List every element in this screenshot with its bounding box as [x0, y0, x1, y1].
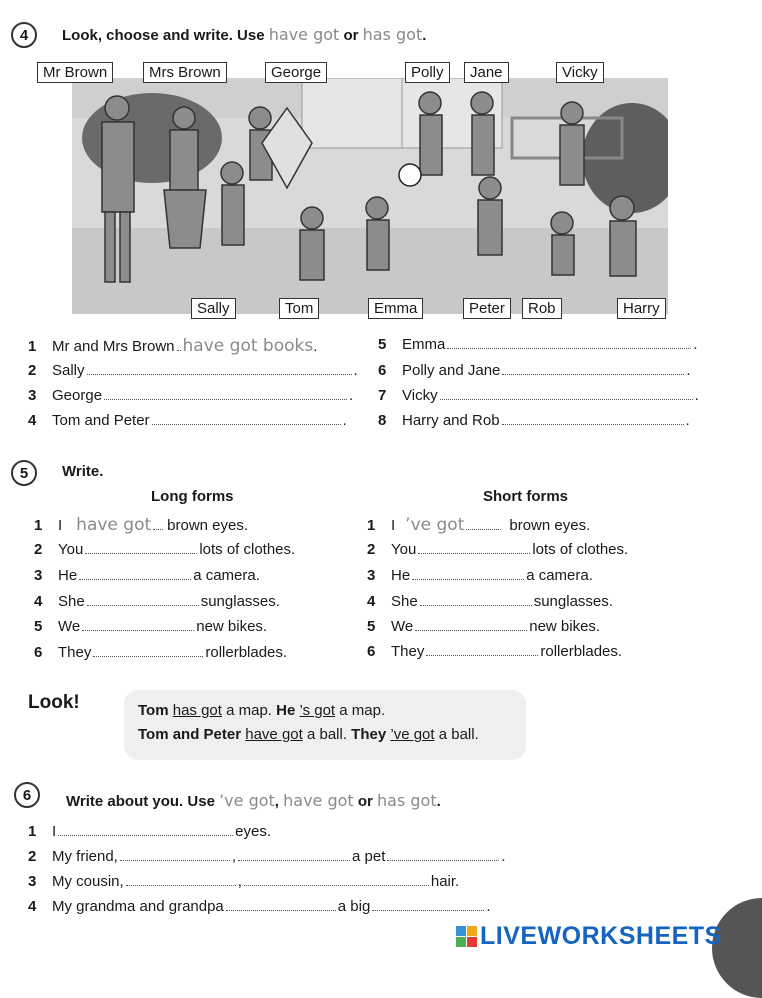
- label-text: Jane: [470, 64, 503, 81]
- subject: I: [391, 517, 396, 534]
- item-text: My cousin,: [52, 873, 124, 890]
- option-has-got: has got: [362, 25, 423, 44]
- label-text: Sally: [197, 300, 230, 317]
- look-line-2: [138, 726, 479, 743]
- look-subject: Tom and Peter: [138, 726, 242, 743]
- item-number: 5: [378, 336, 387, 353]
- answer-field[interactable]: have got books: [182, 336, 314, 356]
- short-item-1: [367, 515, 590, 535]
- ex4-item-1: [28, 336, 317, 356]
- answer-field[interactable]: ’ve got: [405, 515, 465, 535]
- subject: We: [58, 618, 81, 635]
- ex4-item-3: [28, 387, 353, 404]
- label-rob: [522, 298, 562, 319]
- ex6-item-1: [28, 823, 271, 840]
- label-mr-brown: [37, 62, 113, 83]
- label-tom: [279, 298, 319, 319]
- look-subject: Tom: [138, 702, 169, 719]
- answer-field[interactable]: [87, 604, 199, 606]
- answer-field[interactable]: [372, 909, 484, 911]
- item-number: 4: [28, 898, 37, 915]
- ex4-item-2: [28, 362, 358, 379]
- label-peter: [463, 298, 511, 319]
- subject: He: [58, 567, 78, 584]
- ex6-item-3: [28, 873, 459, 890]
- answer-field[interactable]: [104, 398, 347, 400]
- item-text: a big: [337, 898, 371, 915]
- item-number: 8: [378, 412, 387, 429]
- logo-text: LIVEWORKSHEETS: [480, 922, 722, 950]
- item-end: .: [686, 362, 691, 379]
- item-text: a pet: [352, 848, 386, 865]
- label-text: Peter: [469, 300, 505, 317]
- item-number: 5: [367, 618, 376, 635]
- item-end: .: [353, 362, 358, 379]
- subject: They: [391, 643, 425, 660]
- item-number: 2: [28, 362, 37, 379]
- look-verb: have got: [245, 726, 303, 743]
- label-jane: [464, 62, 509, 83]
- label-sally: [191, 298, 236, 319]
- answer-field[interactable]: [120, 859, 230, 861]
- long-item-3: [34, 567, 260, 584]
- subject: We: [391, 618, 414, 635]
- look-subject: He: [276, 702, 296, 719]
- ex4-item-6: [378, 362, 691, 379]
- object: new bikes.: [529, 618, 601, 635]
- long-item-5: [34, 618, 267, 635]
- label-text: Mr Brown: [43, 64, 108, 81]
- answer-field[interactable]: [87, 373, 352, 375]
- label-text: Emma: [374, 300, 418, 317]
- answer-field[interactable]: [447, 347, 691, 349]
- item-number: 3: [28, 873, 37, 890]
- long-item-4: [34, 593, 280, 610]
- item-number: 1: [28, 823, 37, 840]
- subject: You: [58, 541, 84, 558]
- object: lots of clothes.: [199, 541, 296, 558]
- look-verb: ’ve got: [390, 726, 435, 743]
- item-text: Emma: [402, 336, 446, 353]
- item-text: My grandma and grandpa: [52, 898, 224, 915]
- answer-field[interactable]: [58, 834, 233, 836]
- look-verb: ’s got: [299, 702, 336, 719]
- short-item-5: [367, 618, 600, 635]
- item-text: I: [52, 823, 57, 840]
- object: brown eyes.: [509, 517, 591, 534]
- exercise-number-text: 4: [19, 26, 29, 44]
- look-box: [124, 690, 526, 760]
- answer-field[interactable]: [93, 655, 203, 657]
- item-number: 3: [34, 567, 43, 584]
- option-has-got: has got: [377, 791, 437, 810]
- answer-field[interactable]: [440, 398, 693, 400]
- item-number: 4: [34, 593, 43, 610]
- label-emma: [368, 298, 423, 319]
- label-text: George: [271, 64, 322, 81]
- exercise-6-number: [14, 782, 40, 808]
- short-item-3: [367, 567, 593, 584]
- exercise-6-title: [66, 791, 441, 810]
- logo-icon: [456, 926, 477, 947]
- exercise-number-text: 5: [19, 464, 29, 482]
- item-number: 7: [378, 387, 387, 404]
- exercise-5-title: Write.: [62, 463, 104, 480]
- answer-field[interactable]: have got: [76, 515, 152, 535]
- item-number: 3: [28, 387, 37, 404]
- item-number: 1: [367, 517, 376, 534]
- dot-text: .: [422, 27, 427, 44]
- answer-field[interactable]: [502, 373, 684, 375]
- label-harry: [617, 298, 666, 319]
- object: sunglasses.: [200, 593, 280, 610]
- item-number: 5: [34, 618, 43, 635]
- object: new bikes.: [196, 618, 268, 635]
- item-text: hair.: [430, 873, 460, 890]
- item-end: .: [349, 387, 354, 404]
- comma-text: ,: [274, 793, 284, 810]
- item-number: 1: [34, 517, 43, 534]
- label-text: Mrs Brown: [149, 64, 221, 81]
- look-text: a map.: [221, 702, 277, 719]
- answer-line: [177, 349, 181, 351]
- long-item-6: [34, 644, 287, 661]
- short-item-4: [367, 593, 613, 610]
- object: rollerblades.: [205, 644, 288, 661]
- label-text: Harry: [623, 300, 660, 317]
- item-end: .: [685, 412, 690, 429]
- answer-field[interactable]: [82, 629, 194, 631]
- subject: He: [391, 567, 411, 584]
- answer-field[interactable]: [126, 884, 236, 886]
- label-text: Tom: [285, 300, 314, 317]
- option-have-got: have got: [268, 25, 340, 44]
- ex4-item-5: [378, 336, 698, 353]
- answer-field[interactable]: [244, 884, 429, 886]
- scene-drawing: [72, 78, 668, 314]
- item-text: George: [52, 387, 103, 404]
- exercise-5-number: [11, 460, 37, 486]
- look-heading: Look!: [28, 692, 80, 713]
- item-text: .: [486, 898, 491, 915]
- ex4-item-4: [28, 412, 347, 429]
- subject: They: [58, 644, 92, 661]
- option-have-got: have got: [283, 791, 354, 810]
- item-end: .: [342, 412, 347, 429]
- dot-text: .: [436, 793, 441, 810]
- or-text: or: [353, 793, 378, 810]
- label-mrs-brown: [143, 62, 227, 83]
- subject: I: [58, 517, 63, 534]
- ex6-item-2: [28, 848, 506, 865]
- object: lots of clothes.: [532, 541, 629, 558]
- item-number: 2: [28, 848, 37, 865]
- answer-field[interactable]: [85, 552, 197, 554]
- item-text: .: [501, 848, 506, 865]
- object: brown eyes.: [167, 517, 249, 534]
- item-number: 4: [367, 593, 376, 610]
- item-number: 4: [28, 412, 37, 429]
- title-text: Write about you. Use: [66, 793, 220, 810]
- short-item-2: [367, 541, 628, 558]
- item-text: Harry and Rob: [402, 412, 500, 429]
- option-ve-got: ’ve got: [219, 791, 275, 810]
- item-number: 6: [378, 362, 387, 379]
- ex6-item-4: [28, 898, 490, 915]
- long-item-2: [34, 541, 295, 558]
- answer-field[interactable]: [420, 604, 532, 606]
- exercise-4-number: [11, 22, 37, 48]
- answer-line: [153, 528, 163, 530]
- look-verb: has got: [172, 702, 222, 719]
- scene-illustration: [72, 78, 668, 314]
- item-number: 6: [367, 643, 376, 660]
- short-item-6: [367, 643, 622, 660]
- item-number: 2: [367, 541, 376, 558]
- label-george: [265, 62, 327, 83]
- item-text: Vicky: [402, 387, 438, 404]
- long-item-1: [34, 515, 248, 535]
- item-text: Sally: [52, 362, 85, 379]
- exercise-4-title: [62, 25, 426, 44]
- label-vicky: [556, 62, 604, 83]
- liveworksheets-logo: [456, 922, 722, 951]
- or-text: or: [339, 27, 363, 44]
- look-subject: They: [351, 726, 387, 743]
- ex4-item-8: [378, 412, 690, 429]
- answer-field[interactable]: [415, 629, 527, 631]
- object: sunglasses.: [533, 593, 613, 610]
- exercise-number-text: 6: [22, 786, 32, 804]
- label-text: Rob: [528, 300, 556, 317]
- answer-field[interactable]: [426, 654, 538, 656]
- ex4-item-7: [378, 387, 699, 404]
- answer-field[interactable]: [152, 423, 341, 425]
- item-number: 2: [34, 541, 43, 558]
- look-text: a map.: [335, 702, 386, 719]
- item-end: .: [693, 336, 698, 353]
- answer-field[interactable]: [238, 859, 350, 861]
- item-number: 3: [367, 567, 376, 584]
- item-text: Polly and Jane: [402, 362, 501, 379]
- label-text: Polly: [411, 64, 444, 81]
- look-text: a ball.: [302, 726, 352, 743]
- item-text: Mr and Mrs Brown: [52, 338, 175, 355]
- answer-field[interactable]: [79, 578, 191, 580]
- long-forms-header: Long forms: [151, 488, 234, 505]
- label-polly: [405, 62, 450, 83]
- object: a camera.: [526, 567, 593, 584]
- label-text: Vicky: [562, 64, 598, 81]
- look-line-1: [138, 702, 385, 719]
- look-text: a ball.: [434, 726, 479, 743]
- item-text: Tom and Peter: [52, 412, 150, 429]
- answer-field[interactable]: [502, 423, 684, 425]
- item-text: My friend,: [52, 848, 118, 865]
- item-text: eyes.: [235, 823, 272, 840]
- item-end: .: [694, 387, 699, 404]
- answer-field[interactable]: [412, 578, 524, 580]
- answer-field[interactable]: [418, 552, 530, 554]
- title-text: Look, choose and write. Use: [62, 27, 269, 44]
- item-number: 6: [34, 644, 43, 661]
- item-text: ,: [231, 848, 237, 865]
- item-text: ,: [237, 873, 242, 890]
- short-forms-header: Short forms: [483, 488, 569, 505]
- object: rollerblades.: [540, 643, 623, 660]
- subject: She: [58, 593, 85, 610]
- item-number: 1: [28, 338, 37, 355]
- answer-field[interactable]: [387, 859, 499, 861]
- object: a camera.: [193, 567, 260, 584]
- subject: You: [391, 541, 417, 558]
- answer-field[interactable]: [226, 909, 336, 911]
- subject: She: [391, 593, 418, 610]
- answer-line: [466, 528, 501, 530]
- item-end: .: [313, 338, 318, 355]
